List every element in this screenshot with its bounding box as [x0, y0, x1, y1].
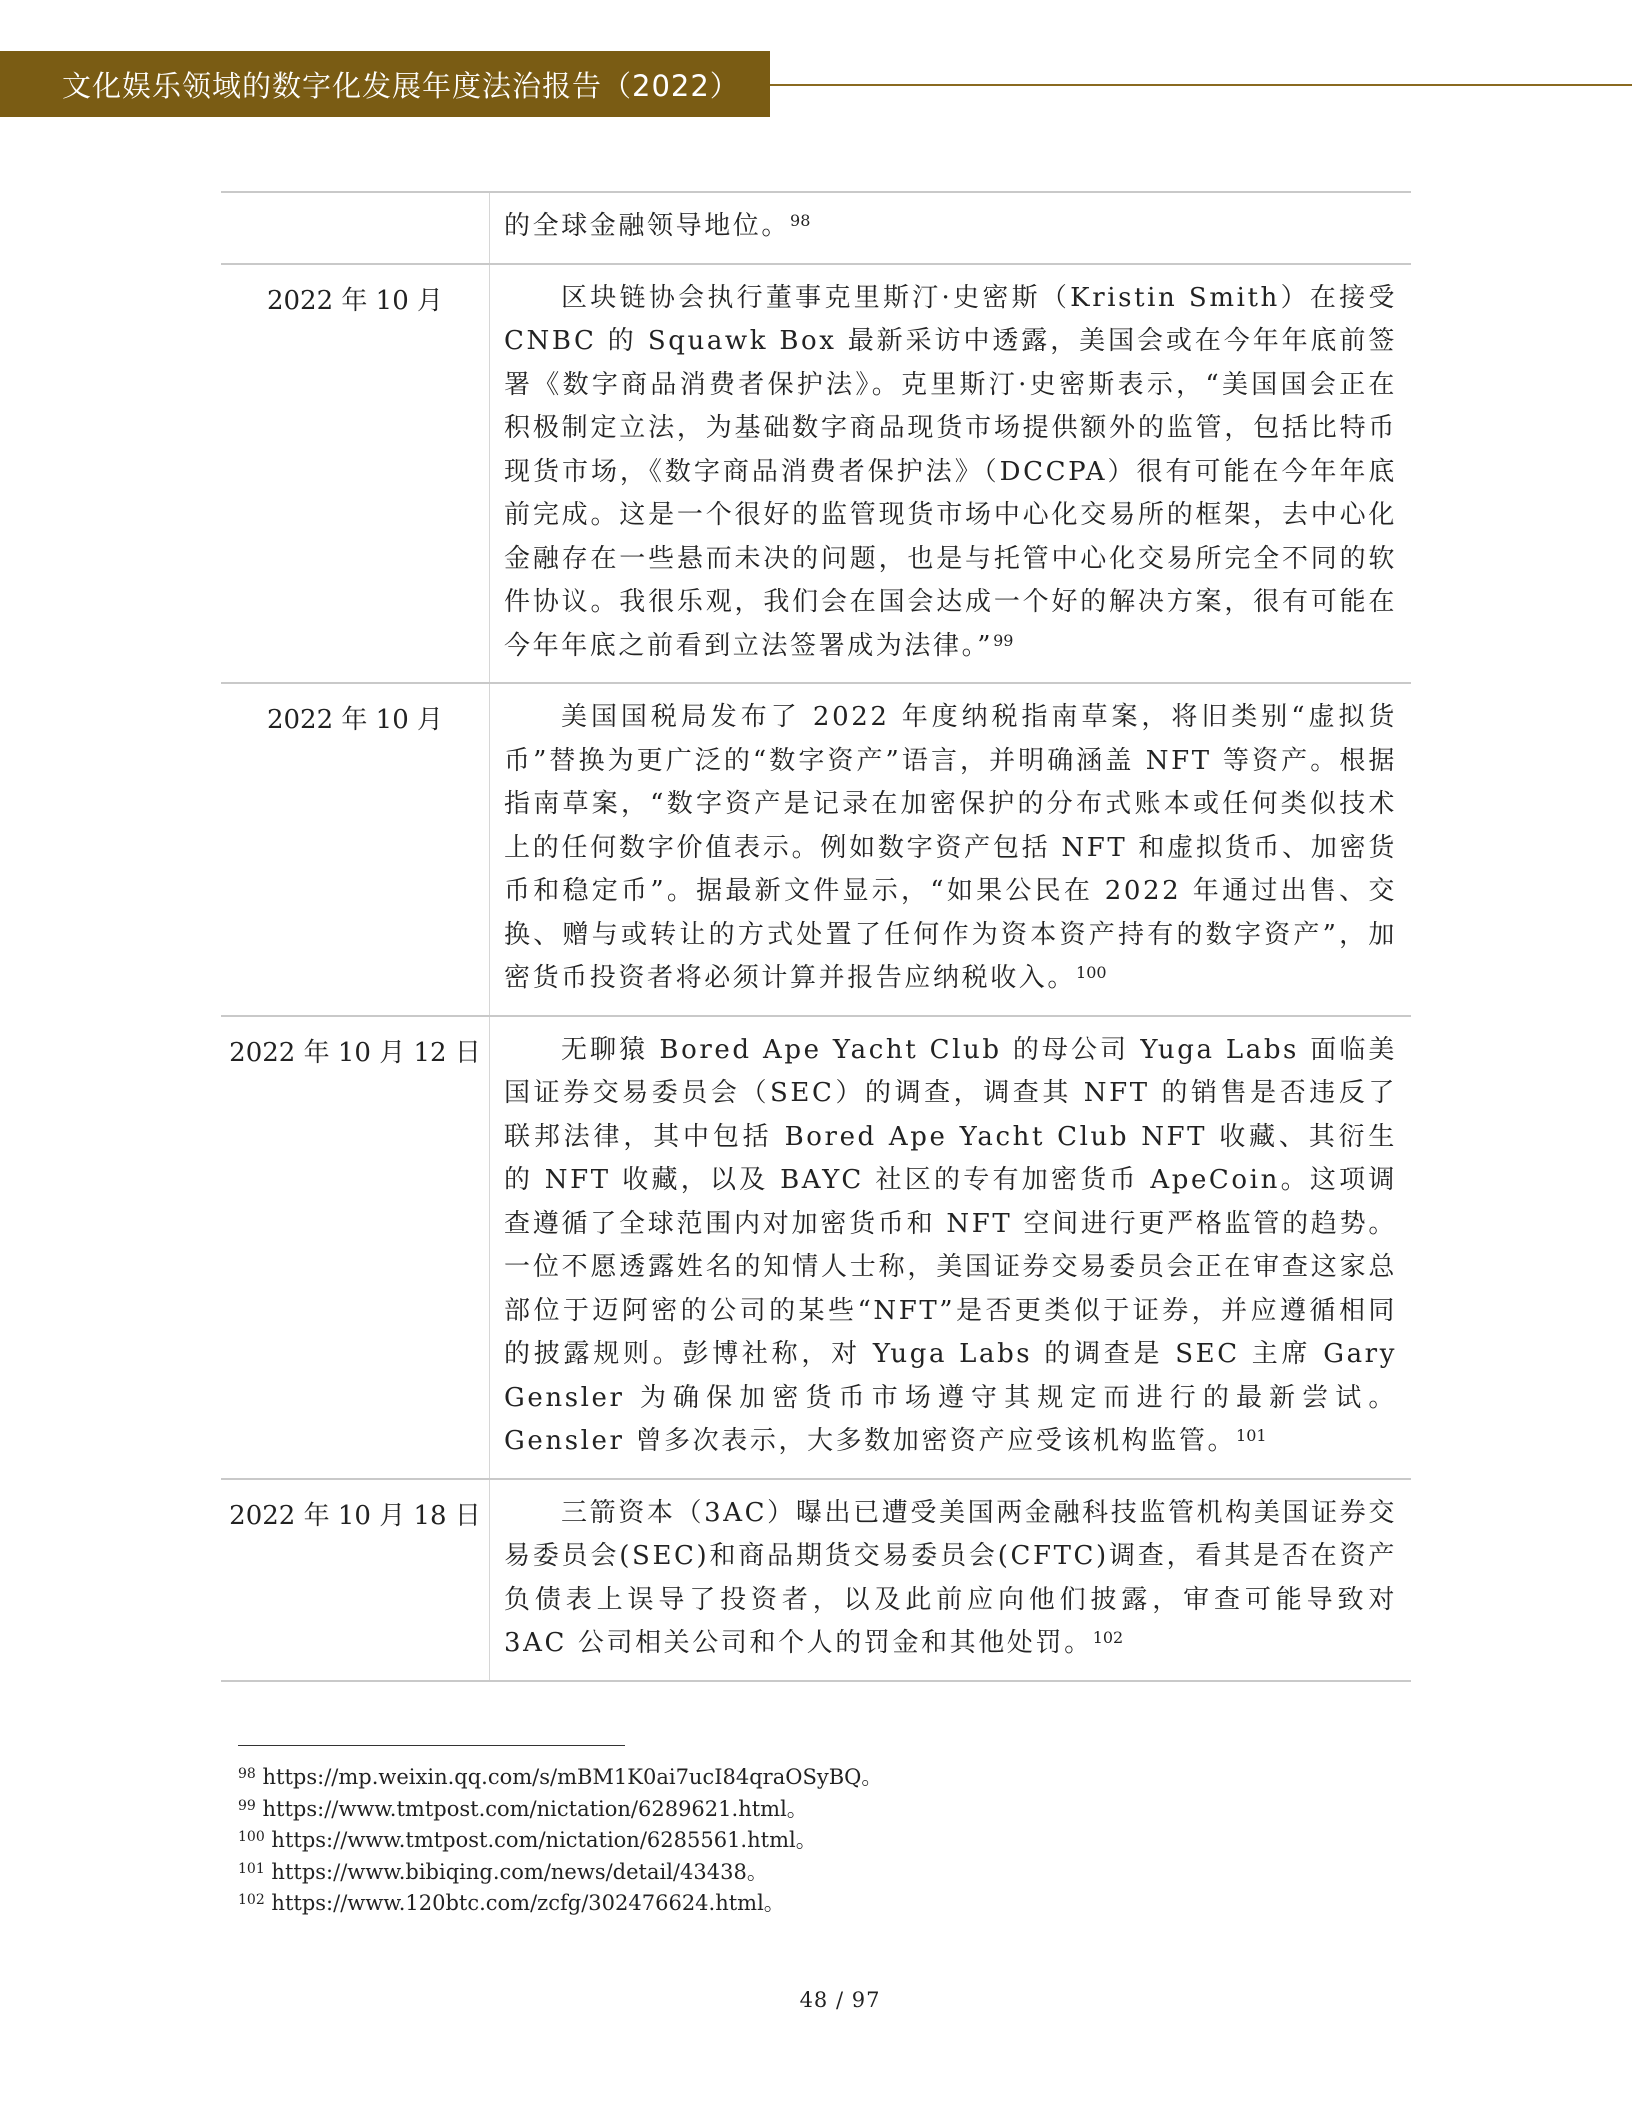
text-cell: 的全球金融领导地位。$^{98}$ [504, 211, 811, 241]
footnote-link[interactable]: https://www.bibiqing.com/news/detail/43438。 [271, 1859, 768, 1884]
footnote-link[interactable]: https://www.tmtpost.com/nictation/6289621.html。 [262, 1796, 808, 1821]
date-cell: 2022 年 10 月 [221, 265, 490, 683]
table-row [221, 684, 1411, 1017]
footnotes [238, 1762, 1338, 1920]
footnote-ref[interactable]: 102 [1092, 1628, 1124, 1647]
table-row [221, 1480, 1411, 1682]
date-cell: 2022 年 10 月 12 日 [221, 1017, 490, 1478]
date-cell: 2022 年 10 月 18 日 [221, 1480, 490, 1680]
footnote: $^{101}$ https://www.bibiqing.com/news/detail/43438。 [238, 1859, 768, 1884]
text-cell: 区块链协会执行董事克里斯汀·史密斯（Kristin Smith）在接受 CNBC 的 Squawk Box 最新采访中透露，美国会或在今年年底前签署《数字商品消费者保护法》。克里斯汀·史密斯表示，“美国国会正在积极制定立法，为基础数字商品现货市场提供额外的监管，包括比特币现货市场，《数字商品消费者保护法》（DCCPA）很有可能在今年年底前完成。这是一个很好的监管现货市场中心化交易所的框架，去中心化金融存在一些悬而未决的问题，也是与托管中心化交易所完全不同的软件协议。我很乐观，我们会在国会达成一个好的解决方案，很有可能在今年年底之前看到立法签署成为法律。”$^{99}$ [504, 282, 1397, 661]
header-rule [770, 84, 1632, 86]
table-row [221, 1017, 1411, 1480]
footnote-ref[interactable]: 98 [790, 211, 811, 230]
footnote: $^{102}$ https://www.120btc.com/zcfg/302476624.html。 [238, 1891, 785, 1915]
text-cell: 美国国税局发布了 2022 年度纳税指南草案，将旧类别“虚拟货币”替换为更广泛的“数字资产”语言，并明确涵盖 NFT 等资产。根据指南草案，“数字资产是记录在加密保护的分布式账本或任何类似技术上的任何数字价值表示。例如数字资产包括 NFT 和虚拟货币、加密货币和稳定币”。据最新文件显示，“如果公民在 2022 年通过出售、交换、赠与或转让的方式处置了任何作为资本资产持有的数字资产”，加密货币投资者将必须计算并报告应纳税收入。$^{100}$ [504, 702, 1397, 993]
footnote-ref[interactable]: 101 [1236, 1426, 1267, 1445]
footnote: $^{100}$ https://www.tmtpost.com/nictation/6285561.html。 [238, 1828, 817, 1852]
table-row [221, 265, 1411, 685]
page-number: 48 / 97 [799, 1988, 881, 2012]
date-cell [221, 193, 490, 263]
report-title: 文化娱乐领域的数字化发展年度法治报告（2022） [62, 68, 740, 103]
footnote: $^{98}$ https://mp.weixin.qq.com/s/mBM1K0ai7ucI84qraOSyBQ。 [238, 1765, 883, 1789]
text-cell: 无聊猿 Bored Ape Yacht Club 的母公司 Yuga Labs 面临美国证券交易委员会（SEC）的调查，调查其 NFT 的销售是否违反了联邦法律，其中包括 Bored Ape Yacht Club NFT 收藏、其衍生的 NFT 收藏，以及 BAYC 社区的专有加密货币 ApeCoin。这项调查遵循了全球范围内对加密货币和 NFT 空间进行更严格监管的趋势。一位不愿透露姓名的知情人士称，美国证券交易委员会正在审查这家总部位于迈阿密的公司的某些“NFT”是否更类似于证券，并应遵循相同的披露规则。彭博社称，对 Yuga Labs 的调查是 SEC 主席 Gary Gensler 为确保加密货币市场遵守其规定而进行的最新尝试。Gensler 曾多次表示，大多数加密资产应受该机构监管。$^{101}$ [504, 1034, 1397, 1456]
footnote-link[interactable]: https://www.tmtpost.com/nictation/6285561.html。 [271, 1828, 817, 1852]
footnote-ref[interactable]: 99 [993, 630, 1014, 650]
footnote: $^{99}$ https://www.tmtpost.com/nictation/6289621.html。 [238, 1796, 808, 1821]
footnote-ref[interactable]: 100 [1076, 963, 1107, 982]
table-row [221, 191, 1411, 265]
date-cell: 2022 年 10 月 [221, 684, 490, 1015]
footnote-link[interactable]: https://mp.weixin.qq.com/s/mBM1K0ai7ucI84qraOSyBQ。 [262, 1765, 883, 1789]
events-table [221, 191, 1411, 1682]
header-band [0, 51, 770, 117]
text-cell: 三箭资本（3AC）曝出已遭受美国两金融科技监管机构美国证券交易委员会(SEC)和商品期货交易委员会(CFTC)调查，看其是否在资产负债表上误导了投资者，以及此前应向他们披露，审查可能导致对 3AC 公司相关公司和个人的罚金和其他处罚。$^{102}$ [504, 1497, 1397, 1658]
footnote-link[interactable]: https://www.120btc.com/zcfg/302476624.html。 [271, 1891, 785, 1915]
footnote-separator [238, 1745, 625, 1746]
